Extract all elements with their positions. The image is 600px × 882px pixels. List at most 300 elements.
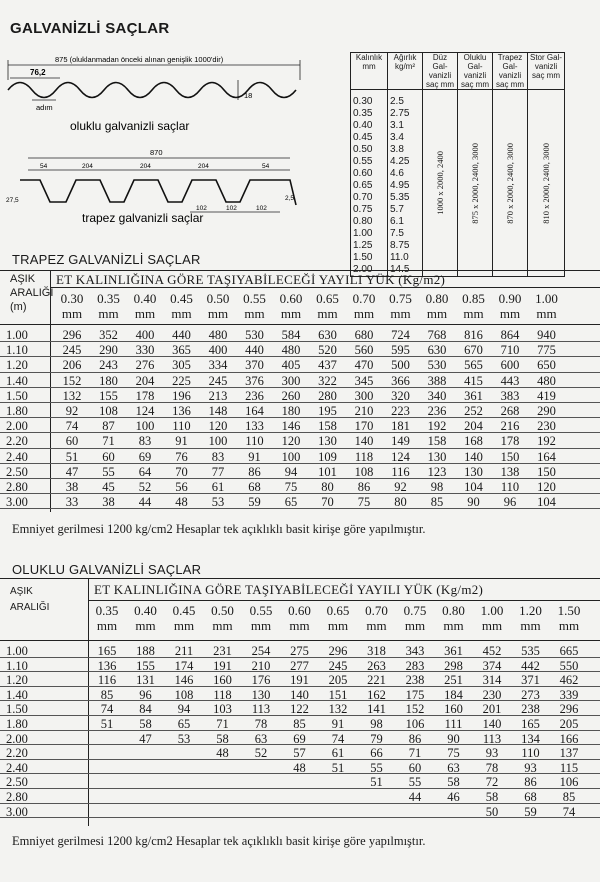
header-flat: Düz Gal-vanizli saç mm — [423, 53, 458, 90]
load-value: 260 — [281, 388, 301, 403]
unit-label: mm — [366, 618, 387, 633]
thickness-col-header: 0.85 — [462, 291, 485, 306]
load-value: 370 — [245, 358, 264, 373]
load-value: 550 — [559, 658, 579, 673]
load-value: 665 — [559, 644, 579, 658]
span-value: 1.50 — [6, 388, 28, 403]
load-value: 415 — [464, 373, 483, 388]
trapez-size-cell — [493, 90, 528, 277]
load-value: 133 — [245, 419, 264, 434]
span-value: 1.10 — [6, 343, 28, 358]
load-value: 80 — [321, 480, 334, 494]
load-value: 168 — [464, 434, 483, 449]
load-value: 300 — [281, 373, 301, 388]
load-value: 53 — [211, 495, 225, 510]
load-value: 334 — [208, 358, 228, 373]
dim-top-4: 204 — [198, 163, 209, 170]
load-value: 109 — [318, 449, 337, 464]
unit-label: mm — [536, 306, 557, 321]
load-value: 340 — [427, 388, 447, 403]
load-value: 162 — [367, 687, 386, 702]
span-value: 1.20 — [6, 673, 28, 688]
unit-label: mm — [212, 618, 233, 633]
load-value: 64 — [138, 464, 152, 479]
load-value: 113 — [482, 731, 502, 746]
load-value: 530 — [427, 358, 447, 373]
load-value: 77 — [211, 464, 225, 479]
load-value: 500 — [391, 358, 410, 373]
thickness-col-header: 0.80 — [442, 603, 465, 618]
thickness-col-header: 1.20 — [519, 603, 542, 618]
thickness-col-header: 0.40 — [133, 291, 157, 306]
load-value: 238 — [521, 702, 540, 717]
load-value: 383 — [500, 388, 520, 403]
load-value: 155 — [136, 658, 155, 673]
load-value: 361 — [444, 644, 463, 658]
load-value: 63 — [447, 760, 460, 775]
load-value: 85 — [293, 717, 306, 731]
thickness-col-header: 1.00 — [480, 603, 504, 618]
load-value: 252 — [464, 404, 483, 418]
unit-label: mm — [317, 306, 338, 321]
load-value: 158 — [427, 434, 447, 449]
load-value: 120 — [281, 434, 301, 449]
load-value: 46 — [447, 790, 460, 804]
load-value: 92 — [65, 404, 79, 418]
load-value: 165 — [521, 717, 540, 731]
row-header-label: (m) — [10, 301, 27, 313]
load-value: 296 — [328, 644, 348, 658]
load-value: 91 — [248, 449, 261, 464]
load-value: 59 — [524, 804, 537, 819]
thickness-col-header: 0.75 — [389, 291, 412, 306]
load-value: 33 — [65, 495, 79, 510]
load-value: 480 — [208, 328, 228, 342]
dim-total-label: 870 — [150, 148, 163, 157]
load-value: 339 — [559, 687, 579, 702]
load-value: 60 — [65, 434, 79, 449]
load-value: 188 — [136, 644, 155, 658]
thickness-value: 0.65 — [353, 180, 373, 191]
load-value: 280 — [318, 388, 337, 403]
load-value: 440 — [245, 343, 264, 358]
row-rule — [0, 817, 600, 818]
load-value: 254 — [251, 644, 271, 658]
load-value: 388 — [427, 373, 447, 388]
load-value: 51 — [331, 760, 345, 775]
load-value: 74 — [562, 804, 576, 819]
load-table-header: ET KALINLIĞINA GÖRE TAŞIYABİLECEĞİ YAYILI YÜK (Kg/m2) — [94, 582, 484, 597]
span-value: 1.40 — [6, 687, 28, 702]
load-value: 120 — [537, 480, 556, 494]
load-value: 130 — [464, 464, 483, 479]
span-value: 1.80 — [6, 404, 28, 418]
load-value: 104 — [537, 495, 556, 510]
load-value: 44 — [138, 495, 152, 510]
load-value: 330 — [135, 343, 155, 358]
load-value: 724 — [391, 328, 410, 342]
dim-top-1: 54 — [40, 163, 48, 170]
load-value: 58 — [447, 775, 460, 790]
load-value: 48 — [175, 495, 188, 510]
load-value: 164 — [537, 449, 556, 464]
load-value: 68 — [248, 480, 261, 494]
load-value: 230 — [537, 419, 556, 434]
header-weight: Ağırlık kg/m² — [388, 53, 423, 90]
load-value: 595 — [391, 343, 410, 358]
weight-value: 5.7 — [390, 204, 404, 215]
load-value: 61 — [331, 746, 345, 761]
load-value: 221 — [367, 673, 386, 688]
load-value: 122 — [290, 702, 309, 717]
row-rule — [0, 788, 600, 789]
span-value: 2.00 — [6, 419, 28, 434]
load-value: 243 — [99, 358, 118, 373]
load-value: 204 — [464, 419, 483, 434]
load-value: 48 — [293, 760, 306, 775]
load-value: 210 — [251, 658, 271, 673]
row-header-label: ARALIĞI — [10, 602, 50, 613]
load-value: 113 — [251, 702, 271, 717]
thickness-column — [351, 90, 388, 277]
load-value: 376 — [245, 373, 264, 388]
load-value: 245 — [208, 373, 228, 388]
load-value: 205 — [328, 673, 348, 688]
load-value: 268 — [500, 404, 520, 418]
corrugated-load-table — [0, 578, 600, 828]
trapez-section-title: TRAPEZ GALVANİZLİ SAÇLAR — [12, 252, 201, 267]
load-value: 174 — [174, 658, 194, 673]
span-value: 1.10 — [6, 658, 28, 673]
load-value: 91 — [331, 717, 345, 731]
load-value: 864 — [500, 328, 520, 342]
load-value: 60 — [102, 449, 115, 464]
trapez-note: Emniyet gerilmesi 1200 kg/cm2 Hesaplar tek açıklıklı basit kirişe göre yapılmıştır. — [12, 522, 426, 536]
load-value: 47 — [65, 464, 79, 479]
load-value: 296 — [559, 702, 579, 717]
dim-profile-height: 27,5 — [6, 197, 19, 204]
span-value: 1.00 — [6, 644, 28, 658]
load-value: 181 — [391, 419, 410, 434]
load-value: 305 — [172, 358, 191, 373]
unit-label: mm — [499, 306, 521, 321]
profile-diagrams — [0, 40, 345, 240]
load-value: 158 — [318, 419, 337, 434]
thickness-col-header: 0.90 — [498, 291, 522, 306]
row-header-label: AŞIK — [10, 273, 36, 285]
load-value: 231 — [213, 644, 232, 658]
load-value: 630 — [427, 343, 447, 358]
load-value: 141 — [367, 702, 386, 717]
load-value: 223 — [391, 404, 410, 418]
thickness-col-header: 0.55 — [243, 291, 266, 306]
unit-label: mm — [244, 306, 265, 321]
unit-label: mm — [171, 306, 192, 321]
table-divider — [50, 270, 51, 512]
unit-label: mm — [353, 306, 375, 321]
load-value: 57 — [293, 746, 306, 761]
load-value: 51 — [370, 775, 383, 790]
table-top-rule — [0, 270, 600, 271]
load-value: 38 — [65, 480, 79, 494]
load-value: 520 — [318, 343, 337, 358]
load-value: 462 — [559, 673, 579, 688]
unit-label: mm — [289, 618, 310, 633]
load-value: 115 — [559, 760, 579, 775]
thickness-col-header: 0.50 — [206, 291, 230, 306]
load-value: 155 — [99, 388, 118, 403]
row-header-label: ARALIĞI — [10, 287, 54, 299]
load-value: 210 — [354, 404, 374, 418]
weight-value: 6.1 — [390, 216, 404, 227]
unit-label: mm — [404, 618, 426, 633]
dim-bottom-3: 102 — [256, 205, 267, 212]
load-value: 251 — [444, 673, 463, 688]
thickness-col-header: 1.00 — [535, 291, 558, 306]
load-value: 111 — [444, 717, 463, 731]
load-value: 192 — [537, 434, 556, 449]
load-value: 106 — [559, 775, 579, 790]
load-value: 290 — [99, 343, 118, 358]
load-value: 71 — [216, 717, 229, 731]
load-value: 584 — [281, 328, 301, 342]
thickness-col-header: 1.50 — [557, 603, 581, 618]
thickness-col-header: 0.35 — [95, 603, 119, 618]
load-value: 146 — [281, 419, 301, 434]
load-value: 213 — [208, 388, 228, 403]
trapezoid-caption: trapez galvanizli saçlar — [82, 211, 204, 225]
load-value: 85 — [100, 687, 114, 702]
thickness-value: 0.55 — [353, 156, 373, 167]
load-value: 680 — [354, 328, 374, 342]
span-value: 1.80 — [6, 717, 28, 731]
load-value: 83 — [211, 449, 225, 464]
load-value: 47 — [139, 731, 152, 746]
load-value: 100 — [135, 419, 155, 434]
load-value: 110 — [172, 419, 191, 434]
load-value: 419 — [537, 388, 556, 403]
load-value: 140 — [290, 687, 309, 702]
thickness-col-header: 0.65 — [316, 291, 339, 306]
span-value: 1.50 — [6, 702, 28, 717]
load-value: 192 — [427, 419, 447, 434]
weight-value: 2.75 — [390, 108, 410, 119]
load-value: 58 — [216, 731, 229, 746]
load-value: 160 — [444, 702, 463, 717]
load-value: 124 — [391, 449, 410, 464]
stor-size-cell — [528, 90, 565, 277]
load-table-header: ET KALINLIĞINA GÖRE TAŞIYABİLECEĞİ YAYILI YÜK (Kg/m2) — [56, 272, 446, 287]
load-value: 710 — [500, 343, 520, 358]
unit-label: mm — [250, 618, 272, 633]
load-value: 96 — [503, 495, 517, 510]
load-value: 273 — [521, 687, 540, 702]
load-value: 45 — [102, 480, 115, 494]
load-value: 65 — [284, 495, 298, 510]
thickness-value: 0.35 — [353, 108, 373, 119]
load-value: 55 — [370, 760, 383, 775]
load-value: 560 — [354, 343, 374, 358]
unit-label: mm — [390, 306, 411, 321]
header-corrugated: Oluklu Gal-vanizli saç mm — [458, 53, 493, 90]
unit-label: mm — [96, 618, 118, 633]
load-value: 296 — [62, 328, 82, 342]
unit-label: mm — [327, 618, 349, 633]
load-value: 100 — [281, 449, 301, 464]
load-value: 118 — [354, 449, 374, 464]
load-value: 151 — [328, 687, 348, 702]
load-value: 61 — [211, 480, 225, 494]
unit-label: mm — [98, 306, 119, 321]
load-value: 320 — [391, 388, 410, 403]
weight-value: 11.0 — [390, 252, 409, 263]
load-value: 178 — [500, 434, 520, 449]
load-value: 108 — [354, 464, 374, 479]
load-value: 343 — [405, 644, 425, 658]
span-value: 3.00 — [6, 804, 28, 819]
load-value: 245 — [62, 343, 82, 358]
thickness-value: 0.30 — [353, 96, 373, 107]
weight-value: 8.75 — [390, 240, 410, 251]
body-rule — [0, 640, 600, 641]
load-value: 94 — [177, 702, 191, 717]
span-value: 2.80 — [6, 480, 28, 494]
thickness-col-header: 0.45 — [170, 291, 193, 306]
load-value: 132 — [62, 388, 82, 403]
load-value: 146 — [174, 673, 194, 688]
thickness-value: 0.70 — [353, 192, 373, 203]
load-value: 72 — [485, 775, 499, 790]
header-rule — [88, 600, 600, 601]
load-value: 78 — [254, 717, 268, 731]
load-value: 201 — [482, 702, 502, 717]
load-value: 75 — [357, 495, 371, 510]
load-value: 79 — [370, 731, 383, 746]
load-value: 565 — [464, 358, 483, 373]
corrugated-size-cell — [458, 90, 493, 277]
load-value: 100 — [208, 434, 228, 449]
trapezoid-profile-drawing — [6, 148, 296, 225]
weight-value: 4.95 — [390, 180, 410, 191]
load-value: 149 — [391, 434, 410, 449]
table-divider — [88, 578, 89, 826]
weight-value: 4.6 — [390, 168, 404, 179]
load-value: 51 — [65, 449, 79, 464]
load-value: 775 — [537, 343, 556, 358]
trapez-size-text: 870 x 2000, 2400, 3000 — [504, 142, 515, 224]
load-value: 101 — [318, 464, 337, 479]
load-value: 196 — [172, 388, 191, 403]
dim-top-3: 204 — [140, 163, 151, 170]
trapez-load-table — [0, 270, 600, 515]
unit-label: mm — [134, 306, 156, 321]
thickness-value: 0.60 — [353, 168, 373, 179]
load-value: 130 — [318, 434, 337, 449]
load-value: 191 — [290, 673, 309, 688]
load-value: 124 — [135, 404, 155, 418]
load-value: 191 — [213, 658, 232, 673]
load-value: 123 — [427, 464, 447, 479]
load-value: 116 — [391, 464, 410, 479]
dim-top-5: 54 — [262, 163, 270, 170]
header-stor: Stor Gal-vanizli saç mm — [528, 53, 565, 90]
load-value: 352 — [99, 328, 118, 342]
unit-label: mm — [173, 618, 195, 633]
weight-value: 3.4 — [390, 132, 404, 143]
weight-value: 7.5 — [390, 228, 404, 239]
load-value: 230 — [482, 687, 502, 702]
load-value: 442 — [521, 658, 540, 673]
load-value: 152 — [62, 373, 82, 388]
load-value: 600 — [500, 358, 520, 373]
load-value: 92 — [394, 480, 407, 494]
dim-pitch-label: 76,2 — [30, 68, 46, 77]
thickness-col-header: 0.80 — [425, 291, 449, 306]
span-value: 1.20 — [6, 358, 28, 373]
load-value: 940 — [537, 328, 556, 342]
load-value: 180 — [99, 373, 118, 388]
thickness-value: 1.00 — [353, 228, 373, 239]
load-value: 371 — [521, 673, 540, 688]
load-value: 55 — [408, 775, 422, 790]
load-value: 195 — [318, 404, 337, 418]
weight-value: 3.8 — [390, 144, 404, 155]
span-value: 2.50 — [6, 775, 28, 790]
load-value: 66 — [370, 746, 383, 761]
load-value: 206 — [62, 358, 82, 373]
load-value: 74 — [331, 731, 345, 746]
load-value: 90 — [447, 731, 460, 746]
row-header-label: AŞIK — [10, 586, 33, 597]
unit-label: mm — [558, 618, 580, 633]
load-value: 51 — [100, 717, 114, 731]
load-value: 110 — [245, 434, 264, 449]
load-value: 400 — [208, 343, 228, 358]
thickness-col-header: 0.60 — [279, 291, 303, 306]
load-value: 120 — [208, 419, 228, 434]
load-value: 108 — [99, 404, 118, 418]
load-value: 87 — [102, 419, 115, 434]
table-top-rule — [0, 578, 600, 579]
load-value: 91 — [175, 434, 188, 449]
body-rule — [0, 324, 600, 325]
load-value: 236 — [427, 404, 447, 418]
load-value: 98 — [370, 717, 383, 731]
load-value: 277 — [290, 658, 309, 673]
unit-label: mm — [426, 306, 448, 321]
span-value: 2.20 — [6, 434, 28, 449]
load-value: 204 — [135, 373, 155, 388]
corrugated-profile-drawing — [8, 55, 300, 133]
dim-bottom-2: 102 — [226, 205, 237, 212]
load-value: 400 — [135, 328, 155, 342]
load-value: 366 — [391, 373, 410, 388]
thickness-col-header: 0.55 — [249, 603, 273, 618]
load-value: 131 — [136, 673, 155, 688]
span-value: 2.50 — [6, 464, 28, 479]
load-value: 480 — [537, 373, 556, 388]
load-value: 211 — [174, 644, 194, 658]
header-trapez: Trapez Gal-vanizli saç mm — [493, 53, 528, 90]
load-value: 480 — [281, 343, 301, 358]
span-value: 2.80 — [6, 790, 28, 804]
thickness-col-header: 0.75 — [403, 603, 427, 618]
stor-size-text: 810 x 2000, 2400, 3000 — [540, 142, 551, 224]
load-value: 322 — [318, 373, 337, 388]
load-value: 90 — [467, 495, 480, 510]
page-title: GALVANİZLİ SAÇLAR — [10, 20, 170, 37]
load-value: 452 — [482, 644, 502, 658]
